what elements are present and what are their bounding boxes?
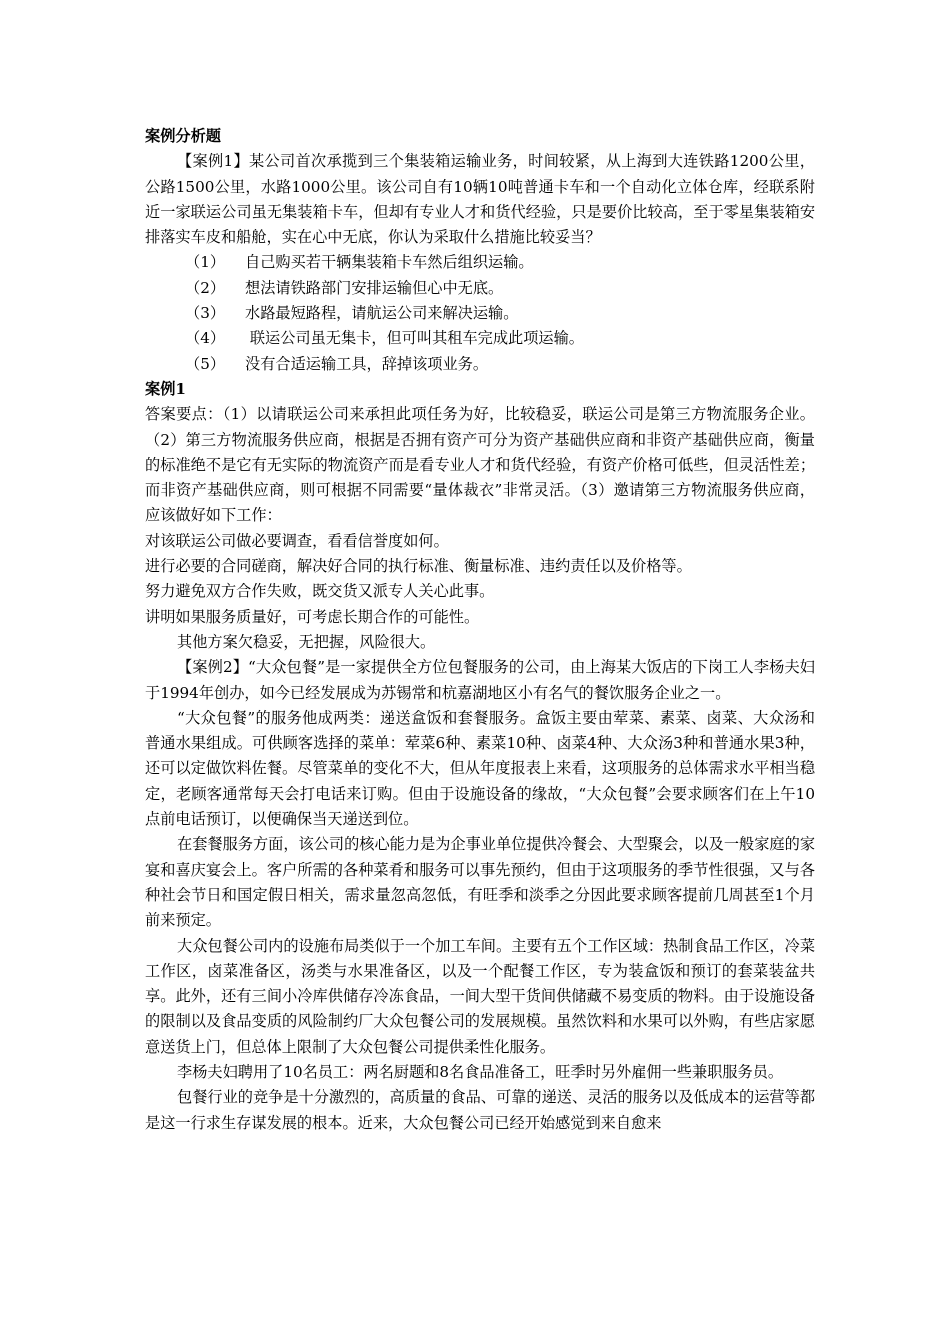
option-text: 水路最短路程，请航运公司来解决运输。 [245,304,519,323]
option-text: 联运公司虽无集卡，但可叫其租车完成此项运输。 [245,329,584,348]
option-item [145,326,815,351]
option-item [145,276,815,301]
option-item [145,301,815,326]
option-number: （4） [185,329,226,348]
answer1-main: 答案要点：（1）以请联运公司来承担此项任务为好，比较稳妥，联运公司是第三方物流服务企业。（2）第三方物流服务供应商，根据是否拥有资产可分为资产基础供应商和非资产基础供应商，衡量的标准绝不是它有无实际的物流资产而是看专业人才和货代经验，有资产价格可低些，但灵活性差；而非资产基础供应商，则可根据不同需要“量体裁衣”非常灵活。（3）邀请第三方物流服务供应商，应该做好如下工作： [145,405,815,525]
page-heading: 案例分析题 [145,127,221,145]
option-text: 没有合适运输工具，辞掉该项业务。 [245,354,488,373]
answer1-heading: 案例1 [145,379,186,398]
document-page [145,124,815,1136]
case2-paragraph: 包餐行业的竞争是十分激烈的，高质量的食品、可靠的递送、灵活的服务以及低成本的运营等都是这一行求生存谋发展的根本。近来，大众包餐公司已经开始感觉到来自愈来 [145,1088,815,1132]
case2-paragraph: 在套餐服务方面，该公司的核心能力是为企事业单位提供冷餐会、大型聚会，以及一般家庭的家宴和喜庆宴会上。客户所需的各种菜肴和服务可以事先预约，但由于这项服务的季节性很强，又与各种社会节日和国定假日相关，需求量忽高忽低，有旺季和淡季之分因此要求顾客提前几周甚至1个月前来预定。 [145,835,815,930]
answer1-step: 对该联运公司做必要调查，看看信誉度如何。 [145,531,449,550]
option-number: （2） [185,278,226,297]
case2-paragraph: 李杨夫妇聘用了10名员工：两名厨题和8名食品准备工，旺季时另外雇佣一些兼职服务员。 [177,1062,784,1081]
option-item [145,352,815,377]
option-number: （5） [185,354,226,373]
case2-paragraph: “大众包餐”的服务他成两类：递送盒饭和套餐服务。盒饭主要由荤菜、素菜、卤菜、大众汤和普通水果组成。可供顾客选择的菜单：荤菜6种、素菜10种、卤菜4种、大众汤3种和普通水果3种，还可以定做饮料佐餐。尽管菜单的变化不大，但从年度报表上来看，这项服务的总体需求水平相当稳定，老顾客通常每天会打电话来订购。但由于设施设备的缘故，“大众包餐”会要求顾客们在上午10点前电话预订，以便确保当天递送到位。 [145,708,815,829]
option-text: 想法请铁路部门安排运输但心中无底。 [245,278,504,297]
case1-options [145,250,815,376]
answer1-closing: 其他方案欠稳妥，无把握，风险很大。 [177,632,436,651]
option-number: （3） [185,304,226,323]
case2-paragraph: 大众包餐公司内的设施布局类似于一个加工车间。主要有五个工作区域：热制食品工作区，冷菜工作区，卤菜准备区，汤类与水果准备区，以及一个配餐工作区，专为装盒饭和预订的套菜装盆共享。此外，还有三间小冷库供储存冷冻食品，一间大型干货间供储藏不易变质的物料。由于设施设备的限制以及食品变质的风险制约厂大众包餐公司的发展规模。虽然饮料和水果可以外购，有些店家愿意送货上门，但总体上限制了大众包餐公司提供柔性化服务。 [145,936,815,1056]
answer1-step: 讲明如果服务质量好，可考虑长期合作的可能性。 [145,607,480,626]
case2-paragraph: 【案例2】“大众包餐”是一家提供全方位包餐服务的公司，由上海某大饭店的下岗工人李杨夫妇于1994年创办，如今已经发展成为苏锡常和杭嘉湖地区小有名气的餐饮服务企业之一。 [145,658,815,702]
option-number: （1） [185,253,226,272]
option-text: 自己购买若干辆集装箱卡车然后组织运输。 [245,253,534,272]
option-item [145,250,815,275]
case1-paragraph: 【案例1】某公司首次承揽到三个集装箱运输业务，时间较紧，从上海到大连铁路1200公里，公路1500公里，水路1000公里。该公司自有10辆10吨普通卡车和一个自动化立体仓库，经联系附近一家联运公司虽无集装箱卡车，但却有专业人才和货代经验，只是要价比较高，至于零星集装箱安排落实车皮和船舱，实在心中无底，你认为采取什么措施比较妥当？ [145,152,815,247]
answer1-step: 进行必要的合同磋商，解决好合同的执行标准、衡量标准、违约责任以及价格等。 [145,557,692,576]
answer1-step: 努力避免双方合作失败，既交货又派专人关心此事。 [145,582,495,601]
